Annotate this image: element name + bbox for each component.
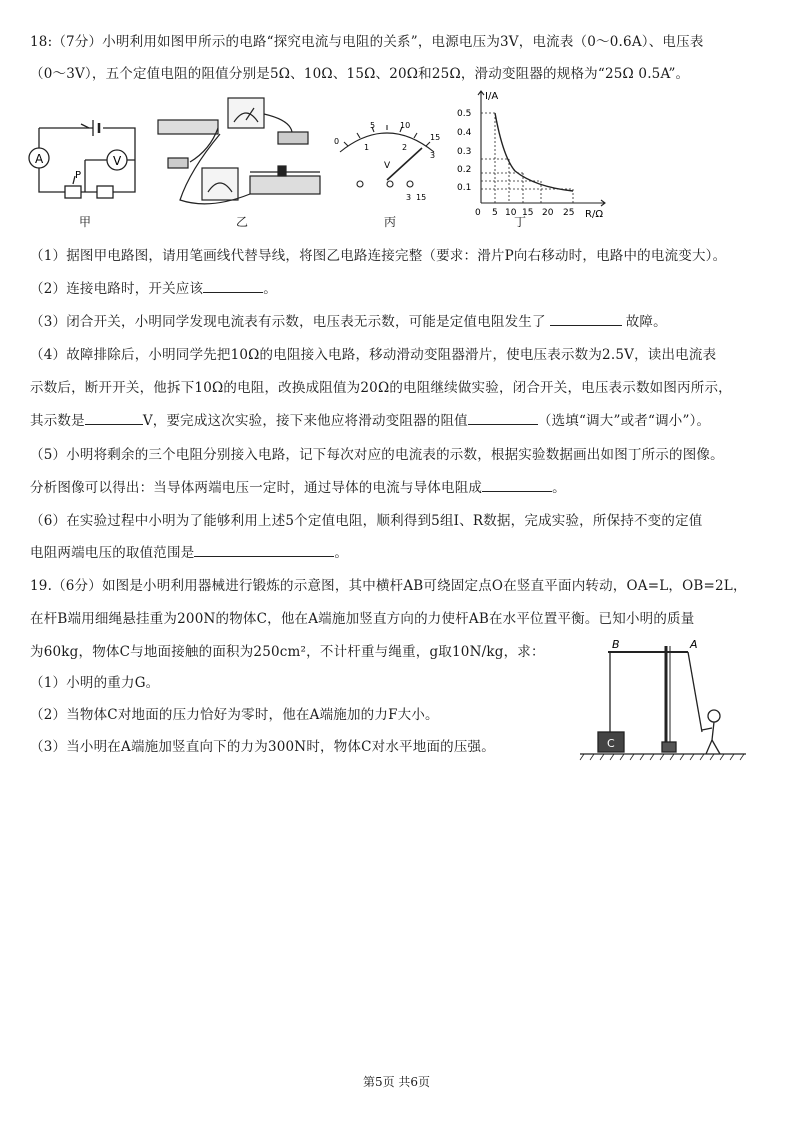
dial-label-0: 0 (334, 137, 340, 146)
voltmeter-symbol-label: V (113, 154, 122, 168)
caption-yi: 乙 (235, 215, 248, 229)
ytick-0-4: 0.4 (457, 128, 472, 138)
q19-intro-line3: 为60kg，物体C与地面接触的面积为250cm²，不计杆重与绳重，g取10N/kg，求： (30, 644, 545, 660)
lever-label-a: A (690, 638, 698, 651)
figure-lever-exercise (578, 636, 748, 766)
q18-part4-text-a: 其示数是 (30, 413, 85, 429)
q18-part4-text-c: （选填“调大”或者“调小”）。 (537, 413, 711, 429)
q19-intro-line2: 在杆B端用细绳悬挂重为200N的物体C，他在A端施加竖直方向的力使杆AB在水平位置平衡。已知小明的质量 (30, 611, 695, 627)
q18-part6-line2: 电阻两端电压的取值范围是 。 (30, 545, 349, 561)
xtick-20: 20 (542, 208, 554, 218)
page-footer: 第5页 共6页 (362, 1075, 431, 1089)
dial-label-1: 1 (364, 143, 370, 152)
q18-part1: （1）据图甲电路图，请用笔画线代替导线，将图乙电路连接完整（要求：滑片P向右移动时，电路中的电流变大）。 (30, 248, 727, 264)
q18-part4-line3 (30, 409, 710, 429)
q18-part2-text: （2）连接电路时，开关应该 (30, 281, 204, 297)
answer-blank-fault[interactable] (550, 313, 622, 326)
q19-part3: （3）当小明在A端施加竖直向下的力为300N时，物体C对水平地面的压强。 (30, 739, 495, 755)
q18-part5-text: 分析图像可以得出：当导体两端电压一定时，通过导体的电流与导体电阻成 (30, 480, 483, 496)
ytick-0-5: 0.5 (457, 109, 472, 119)
caption-jia: 甲 (78, 215, 91, 229)
graph-ylabel: I/A (485, 91, 499, 102)
dial-label-5: 5 (370, 121, 376, 130)
xtick-10: 10 (505, 208, 517, 218)
answer-blank-relation[interactable] (482, 479, 552, 492)
q19-part1: （1）小明的重力G。 (30, 675, 160, 691)
xtick-0: 0 (475, 208, 481, 218)
answer-blank-switch[interactable] (203, 280, 263, 293)
dial-label-15: 15 (430, 133, 441, 142)
terminal-3: 3 (406, 193, 412, 202)
q18-part3-end: 故障。 (625, 314, 667, 330)
q18-part6-line1: （6）在实验过程中小明为了能够利用上述5个定值电阻，顺利得到5组I、R数据，完成实验，所保持不变的定值 (30, 513, 703, 529)
caption-ding: 丁 (513, 215, 526, 229)
xtick-25: 25 (563, 208, 575, 218)
q18-part2-line: （2）连接电路时，开关应该 。 (30, 281, 277, 297)
q18-part5-line1: （5）小明将剩余的三个电阻分别接入电路，记下每次对应的电流表的示数，根据实验数据画出如图丁所示的图像。 (30, 447, 724, 463)
caption-bing: 丙 (383, 215, 396, 229)
xtick-15: 15 (522, 208, 534, 218)
slider-p-label: P (75, 170, 82, 181)
ytick-0-1: 0.1 (457, 183, 472, 193)
q18-intro-line1: 18:（7分）小明利用如图甲所示的电路“探究电流与电阻的关系”，电源电压为3V，电流表（0～0.6A）、电压表 (30, 34, 704, 50)
answer-blank-voltage-range[interactable] (194, 544, 334, 557)
ytick-0-3: 0.3 (457, 147, 472, 157)
q18-part6-text: 电阻两端电压的取值范围是 (30, 545, 195, 561)
dial-label-10: 10 (400, 121, 411, 130)
terminal-15: 15 (416, 193, 427, 202)
answer-blank-rheostat[interactable] (468, 412, 538, 425)
dial-label-3: 3 (430, 151, 436, 160)
xtick-5: 5 (492, 208, 498, 218)
q18-part4-line1: （4）故障排除后，小明同学先把10Ω的电阻接入电路，移动滑动变阻器滑片，使电压表示数为2.5V，读出电流表 (30, 347, 717, 363)
figure-bing-voltmeter-dial (330, 118, 445, 208)
q19-part2: （2）当物体C对地面的压力恰好为零时，他在A端施加的力F大小。 (30, 707, 439, 723)
figure-yi-apparatus (150, 90, 330, 215)
q19-intro-line1: 19.（6分）如图是小明利用器械进行锻炼的示意图，其中横杆AB可绕固定点O在竖直平面内转动，OA=L，OB=2L， (30, 578, 747, 594)
block-label-c: C (607, 737, 615, 750)
q18-part4-text-b: V，要完成这次实验，接下来他应将滑动变阻器的阻值 (142, 413, 468, 429)
answer-blank-voltage[interactable] (85, 412, 143, 425)
graph-xlabel: R/Ω (585, 209, 603, 220)
ammeter-symbol-label: A (35, 152, 44, 166)
q18-part4-line2: 示数后，断开开关，他拆下10Ω的电阻，改换成阻值为20Ω的电阻继续做实验，闭合开关，电压表示数如图丙所示， (30, 380, 732, 396)
dial-unit-v: V (384, 161, 391, 171)
ytick-0-2: 0.2 (457, 165, 472, 175)
figure-jia-circuit (25, 110, 145, 210)
q18-part3-line (30, 310, 667, 330)
q18-part5-line2: 分析图像可以得出：当导体两端电压一定时，通过导体的电流与导体电阻成 。 (30, 480, 566, 496)
figure-ding-graph (455, 85, 615, 220)
lever-label-b: B (612, 638, 620, 651)
q18-intro-line2: （0～3V），五个定值电阻的阻值分别是5Ω、10Ω、15Ω、20Ω和25Ω，滑动变阻器的规格为“25Ω 0.5A”。 (30, 66, 690, 82)
dial-label-2: 2 (402, 143, 408, 152)
q18-part3-text: （3）闭合开关，小明同学发现电流表有示数，电压表无示数，可能是定值电阻发生了 (30, 314, 546, 330)
